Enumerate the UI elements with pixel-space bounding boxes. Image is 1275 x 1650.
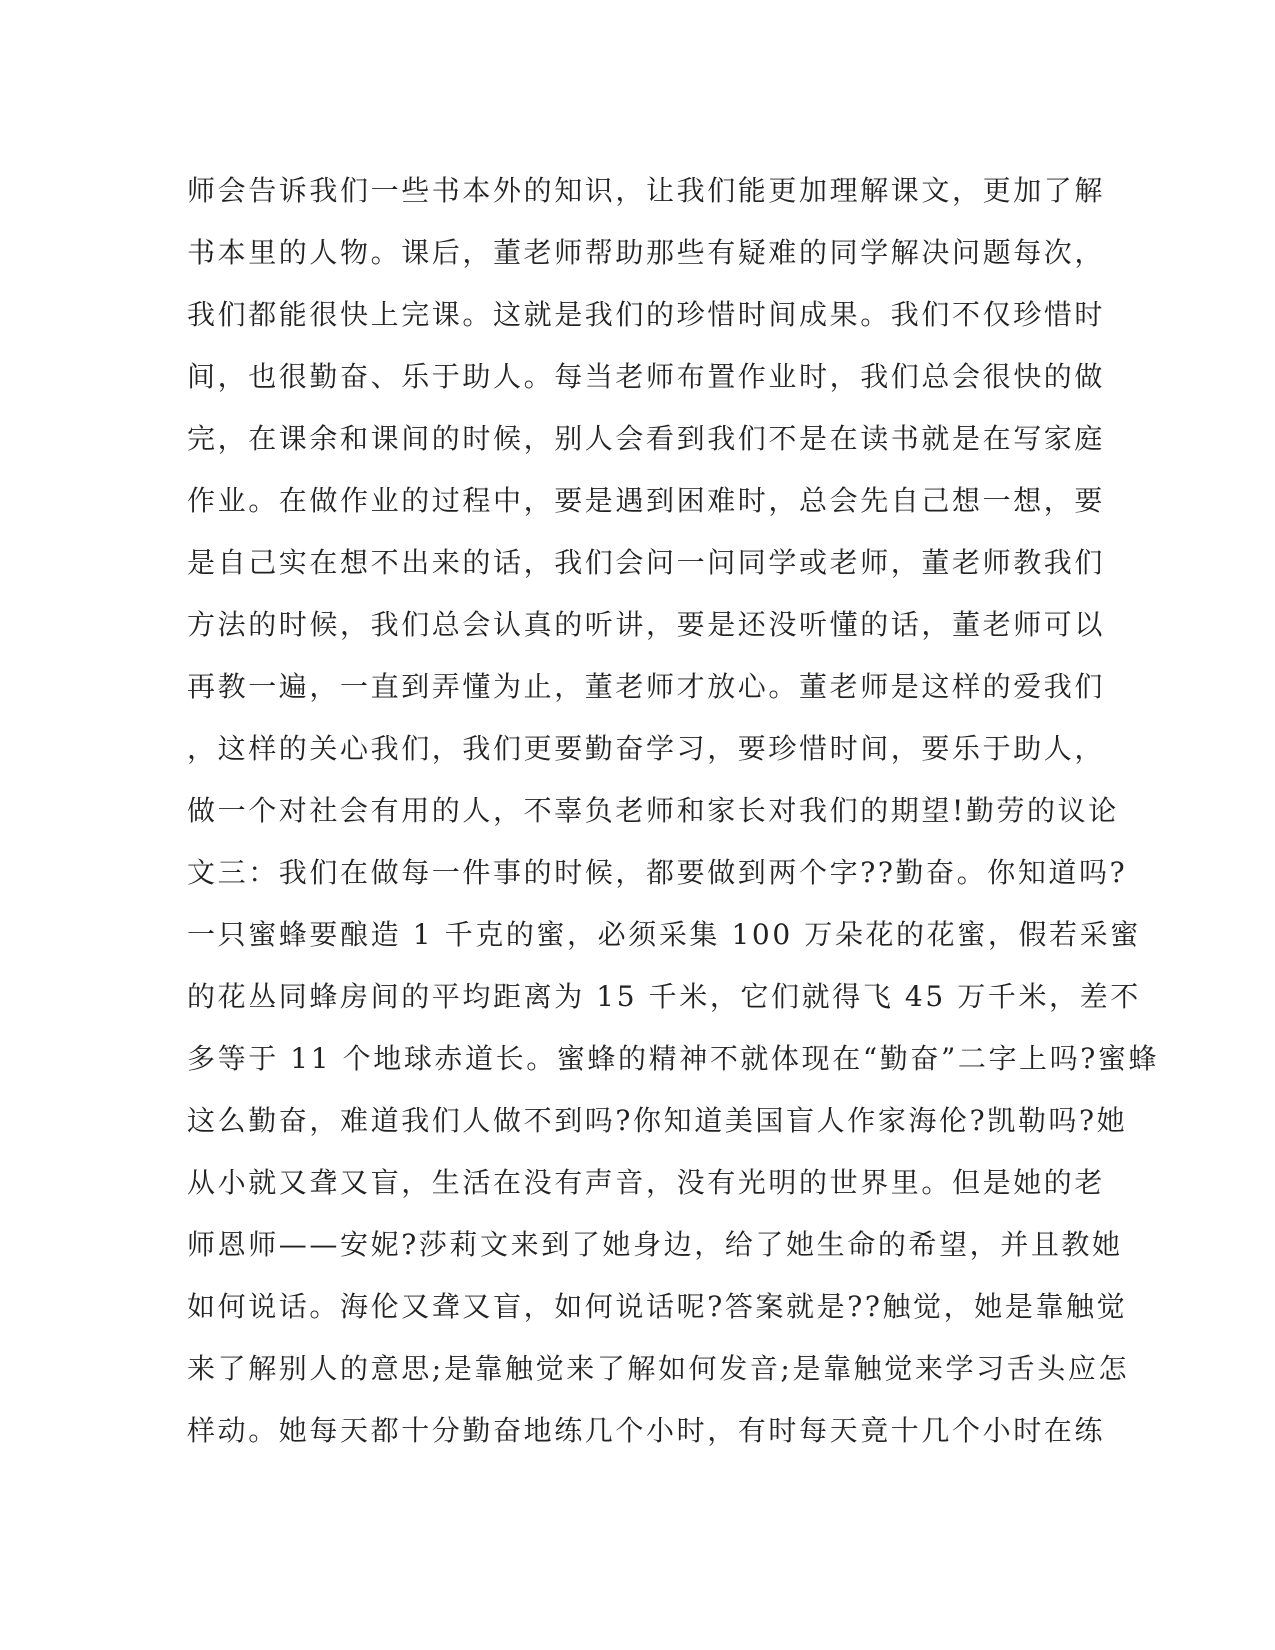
text-line: 从小就又聋又盲，生活在没有声音，没有光明的世界里。但是她的老 — [187, 1166, 1106, 1199]
text-line: 如何说话。海伦又聋又盲，如何说话呢?答案就是??触觉，她是靠触觉 — [187, 1290, 1128, 1323]
text-line: 这么勤奋，难道我们人做不到吗?你知道美国盲人作家海伦?凯勒吗?她 — [187, 1104, 1128, 1137]
text-line: 样动。她每天都十分勤奋地练几个小时，有时每天竟十几个小时在练 — [187, 1414, 1106, 1447]
text-line: 的花丛同蜂房间的平均距离为 15 千米，它们就得飞 45 万千米，差不 — [187, 980, 1141, 1013]
text-line: 多等于 11 个地球赤道长。蜜蜂的精神不就体现在“勤奋”二字上吗?蜜蜂 — [187, 1042, 1160, 1075]
text-line: 书本里的人物。课后，董老师帮助那些有疑难的同学解决问题每次， — [187, 236, 1106, 269]
text-line: 再教一遍，一直到弄懂为止，董老师才放心。董老师是这样的爱我们 — [187, 670, 1106, 703]
text-line: 间，也很勤奋、乐于助人。每当老师布置作业时，我们总会很快的做 — [187, 360, 1106, 393]
text-line: 师会告诉我们一些书本外的知识，让我们能更加理解课文，更加了解 — [187, 174, 1106, 207]
text-line: 来了解别人的意思;是靠触觉来了解如何发音;是靠触觉来学习舌头应怎 — [187, 1352, 1130, 1385]
text-line: 我们都能很快上完课。这就是我们的珍惜时间成果。我们不仅珍惜时 — [187, 298, 1106, 331]
text-line: 作业。在做作业的过程中，要是遇到困难时，总会先自己想一想，要 — [187, 484, 1106, 517]
text-line: 完，在课余和课间的时候，别人会看到我们不是在读书就是在写家庭 — [187, 422, 1106, 455]
text-line: ，这样的关心我们，我们更要勤奋学习，要珍惜时间，要乐于助人， — [187, 732, 1106, 765]
body-text — [187, 160, 1160, 1462]
text-line: 方法的时候，我们总会认真的听讲，要是还没听懂的话，董老师可以 — [187, 608, 1106, 641]
text-line: 做一个对社会有用的人，不辜负老师和家长对我们的期望!勤劳的议论 — [187, 794, 1119, 827]
text-line: 师恩师——安妮?莎莉文来到了她身边，给了她生命的希望，并且教她 — [187, 1228, 1123, 1261]
text-line: 是自己实在想不出来的话，我们会问一问同学或老师，董老师教我们 — [187, 546, 1106, 579]
text-line: 文三：我们在做每一件事的时候，都要做到两个字??勤奋。你知道吗? — [187, 856, 1128, 889]
text-line: 一只蜜蜂要酿造 1 千克的蜜，必须采集 100 万朵花的花蜜，假若采蜜 — [187, 918, 1141, 951]
